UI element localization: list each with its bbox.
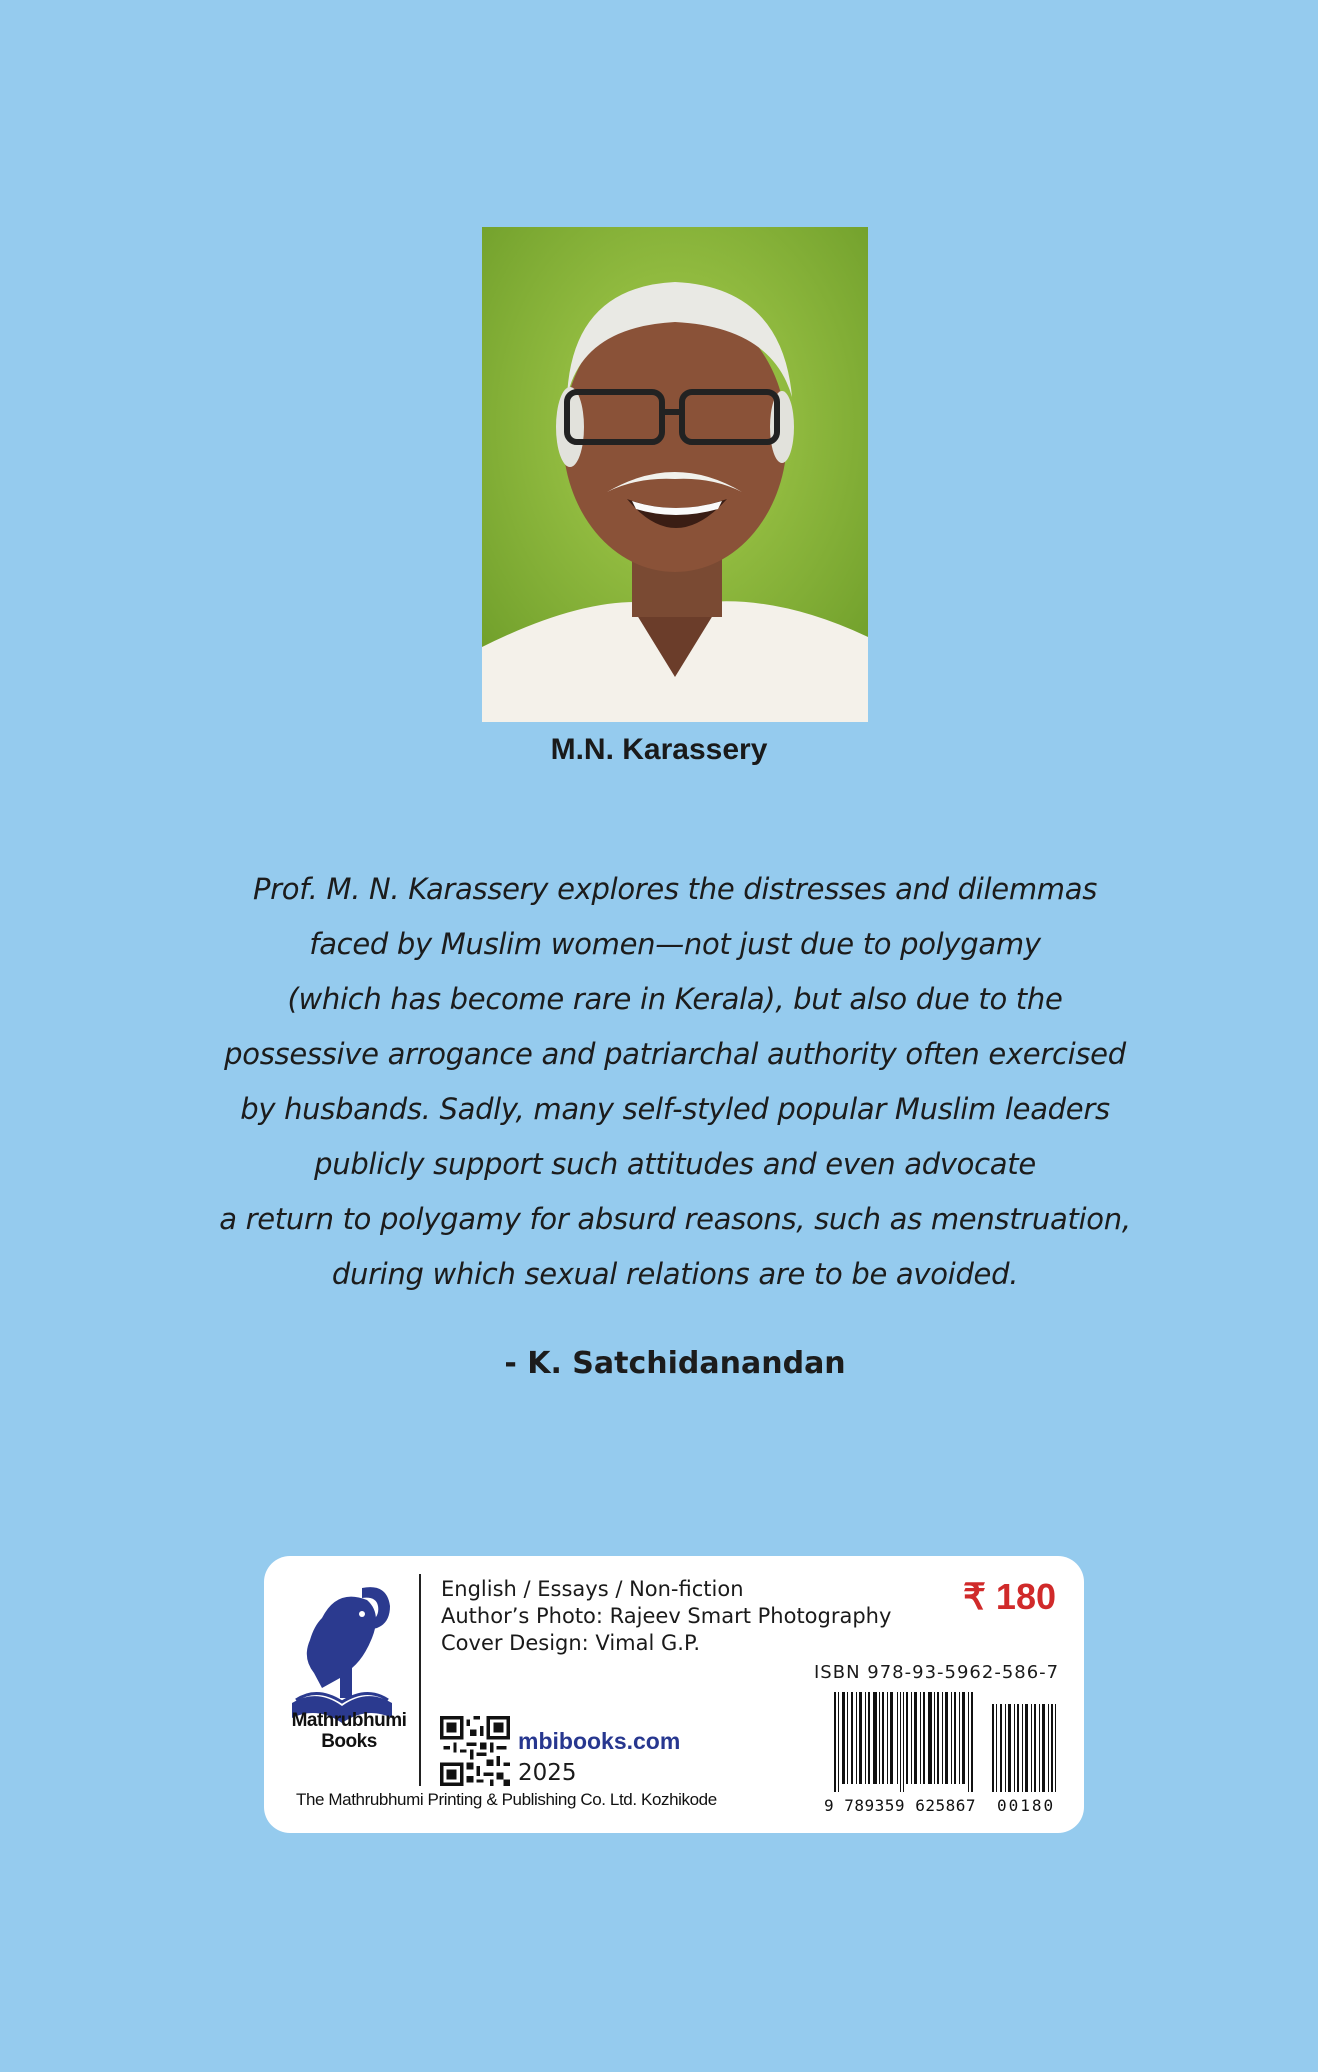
blurb-attribution: - K. Satchidanandan xyxy=(504,1346,846,1381)
genre-text: English / Essays / Non-fiction xyxy=(441,1577,744,1601)
blurb-line: faced by Muslim women—not just due to polygamy xyxy=(309,927,1041,961)
author-portrait-illustration xyxy=(482,227,868,722)
author-name-caption: M.N. Karassery xyxy=(550,733,768,766)
publication-year: 2025 xyxy=(518,1760,577,1786)
photo-credit-text: Author’s Photo: Rajeev Smart Photography xyxy=(441,1604,892,1628)
price-label: ₹ 180 xyxy=(963,1576,1056,1617)
website-link[interactable]: mbibooks.com xyxy=(518,1728,681,1754)
isbn-text: ISBN 978-93-5962-586-7 xyxy=(814,1662,1060,1683)
blurb-line: Prof. M. N. Karassery explores the distresses and dilemmas xyxy=(252,872,1098,906)
author-photo xyxy=(482,227,868,722)
blurb-text xyxy=(160,862,1190,1302)
addon-digits: 00180 xyxy=(997,1796,1056,1815)
printer-text: The Mathrubhumi Printing & Publishing Co. Ltd. Kozhikode xyxy=(296,1790,717,1809)
blurb-line: a return to polygamy for absurd reasons, such as menstruation, xyxy=(219,1202,1131,1236)
publisher-info-panel xyxy=(264,1556,1084,1833)
qr-code-icon xyxy=(440,1716,510,1786)
publisher-logo-text xyxy=(284,1710,414,1752)
publisher-name-line: Mathrubhumi xyxy=(291,1710,407,1731)
barcode-digits: 9 789359 625867 xyxy=(824,1796,976,1815)
blurb-line: during which sexual relations are to be avoided. xyxy=(331,1257,1019,1291)
divider xyxy=(419,1574,421,1786)
blurb-line: publicly support such attitudes and even advocate xyxy=(314,1147,1036,1181)
blurb-line: possessive arrogance and patriarchal authority often exercised xyxy=(224,1037,1126,1071)
blurb-line: (which has become rare in Kerala), but also due to the xyxy=(287,982,1063,1016)
book-metadata xyxy=(441,1576,891,1657)
addon-barcode-icon xyxy=(992,1704,1056,1792)
cover-design-text: Cover Design: Vimal G.P. xyxy=(441,1631,701,1655)
barcode-icon xyxy=(834,1692,976,1792)
blurb-line: by husbands. Sadly, many self-styled popular Muslim leaders xyxy=(240,1092,1110,1126)
publisher-name-line: Books xyxy=(321,1731,377,1752)
